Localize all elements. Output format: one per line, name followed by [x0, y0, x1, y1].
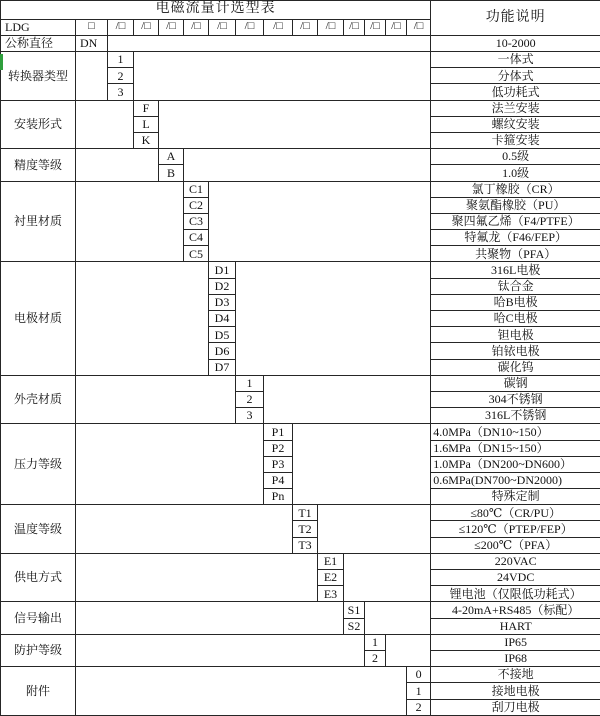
- empty-span-left: [76, 149, 159, 181]
- option-code: B: [159, 165, 184, 181]
- section-label: 信号输出: [1, 602, 76, 634]
- empty-span-left: [76, 100, 134, 149]
- section-row: [1, 52, 600, 68]
- option-code: S2: [344, 618, 365, 634]
- option-desc: HART: [431, 618, 600, 634]
- section-row: [1, 505, 600, 521]
- option-code: C3: [184, 213, 209, 229]
- model-slot-13: /□: [407, 19, 431, 35]
- option-code: D4: [209, 311, 236, 327]
- option-desc: 碳化钨: [431, 359, 600, 375]
- model-slot-8: /□: [293, 19, 318, 35]
- option-desc: 铂铱电极: [431, 343, 600, 359]
- title-row: [1, 1, 600, 20]
- option-desc: 碳钢: [431, 375, 600, 391]
- model-base-box: □: [76, 19, 108, 35]
- option-desc: 接地电极: [431, 683, 600, 699]
- option-desc: 0.5级: [431, 149, 600, 165]
- option-desc: 316L不锈钢: [431, 408, 600, 424]
- empty-span-right: [159, 100, 431, 149]
- option-desc: 哈B电极: [431, 294, 600, 310]
- left-border-green-artifact: [0, 54, 3, 70]
- model-slot-6: /□: [236, 19, 264, 35]
- section-label: 精度等级: [1, 149, 76, 181]
- option-desc: 刮刀电极: [431, 699, 600, 715]
- option-code: D3: [209, 294, 236, 310]
- empty-span-left: [76, 553, 318, 602]
- empty-span-right: [134, 52, 431, 101]
- empty-span-right: [318, 505, 431, 554]
- section-label: 衬里材质: [1, 181, 76, 262]
- empty-span-right: [293, 424, 431, 505]
- model-prefix: LDG: [1, 19, 76, 35]
- section-row: [1, 100, 600, 116]
- model-slot-11: /□: [365, 19, 386, 35]
- empty-span-left: [76, 181, 184, 262]
- model-slot-10: /□: [344, 19, 365, 35]
- model-slot-2: /□: [134, 19, 159, 35]
- section-label: 外壳材质: [1, 375, 76, 424]
- option-code: Pn: [264, 489, 293, 505]
- option-code: D5: [209, 327, 236, 343]
- function-column-header: 功能说明: [431, 1, 600, 36]
- option-desc: 聚四氟乙烯（F4/PTFE）: [431, 213, 600, 229]
- option-desc: 4-20mA+RS485（标配）: [431, 602, 600, 618]
- empty-span-left: [76, 667, 407, 716]
- section-label: 安装形式: [1, 100, 76, 149]
- option-code: 1: [236, 375, 264, 391]
- option-code: P2: [264, 440, 293, 456]
- option-code: C4: [184, 230, 209, 246]
- empty-span-right: [386, 634, 431, 666]
- model-slot-1: /□: [108, 19, 134, 35]
- empty-span-right: [365, 602, 431, 634]
- option-code: E2: [318, 570, 344, 586]
- option-code: 2: [407, 699, 431, 715]
- option-code: E1: [318, 553, 344, 569]
- option-desc: 氯丁橡胶（CR）: [431, 181, 600, 197]
- option-desc: 不接地: [431, 667, 600, 683]
- section-row: [1, 375, 600, 391]
- option-desc: ≤120℃（PTEP/FEP）: [431, 521, 600, 537]
- option-desc: 304不锈钢: [431, 391, 600, 407]
- section-label: 转换器类型: [1, 52, 76, 101]
- option-desc: IP68: [431, 650, 600, 666]
- diameter-row: [1, 35, 600, 51]
- empty-span-right: [184, 149, 431, 181]
- section-row: [1, 602, 600, 618]
- empty-span-left: [76, 602, 344, 634]
- section-label-diameter: 公称直径: [1, 35, 76, 51]
- option-code: 2: [365, 650, 386, 666]
- model-slot-4: /□: [184, 19, 209, 35]
- page-title: 电磁流量计选型表: [1, 1, 431, 20]
- option-code: 1: [365, 634, 386, 650]
- model-slot-3: /□: [159, 19, 184, 35]
- option-desc: 220VAC: [431, 553, 600, 569]
- option-code: T3: [293, 537, 318, 553]
- section-label: 供电方式: [1, 553, 76, 602]
- option-desc: 哈C电极: [431, 311, 600, 327]
- option-desc: 低功耗式: [431, 84, 600, 100]
- option-code: F: [134, 100, 159, 116]
- empty-span-right: [264, 375, 431, 424]
- empty-span-right: [236, 262, 431, 375]
- option-desc: 共聚物（PFA）: [431, 246, 600, 262]
- model-slot-5: /□: [209, 19, 236, 35]
- option-code: P4: [264, 472, 293, 488]
- option-code: T2: [293, 521, 318, 537]
- empty-span: [108, 35, 431, 51]
- empty-span-left: [76, 262, 209, 375]
- section-row: [1, 149, 600, 165]
- section-label: 防护等级: [1, 634, 76, 666]
- option-desc: 法兰安装: [431, 100, 600, 116]
- model-slot-12: /□: [386, 19, 407, 35]
- section-row: [1, 634, 600, 650]
- option-desc: 24VDC: [431, 570, 600, 586]
- section-row: [1, 667, 600, 683]
- option-desc: 一体式: [431, 52, 600, 68]
- empty-span-left: [76, 52, 108, 101]
- option-desc: 4.0MPa（DN10~150）: [431, 424, 600, 440]
- diameter-desc: 10-2000: [431, 35, 600, 51]
- option-desc: 1.6MPa（DN15~150）: [431, 440, 600, 456]
- empty-span-left: [76, 634, 365, 666]
- section-label: 压力等级: [1, 424, 76, 505]
- option-code: 3: [236, 408, 264, 424]
- empty-span-left: [76, 505, 293, 554]
- option-code: D6: [209, 343, 236, 359]
- option-code: P1: [264, 424, 293, 440]
- option-desc: 钽电极: [431, 327, 600, 343]
- section-label: 附件: [1, 667, 76, 716]
- selection-table-body: [1, 1, 600, 716]
- option-desc: 螺纹安装: [431, 116, 600, 132]
- option-desc: 316L电极: [431, 262, 600, 278]
- option-code: C5: [184, 246, 209, 262]
- option-code: 1: [407, 683, 431, 699]
- option-code: L: [134, 116, 159, 132]
- model-slot-7: /□: [264, 19, 293, 35]
- option-code: 3: [108, 84, 134, 100]
- option-desc: 0.6MPa(DN700~DN2000): [431, 472, 600, 488]
- option-code: 2: [236, 391, 264, 407]
- option-desc: ≤200℃（PFA）: [431, 537, 600, 553]
- empty-span-left: [76, 375, 236, 424]
- section-label: 电极材质: [1, 262, 76, 375]
- option-desc: 聚氨酯橡胶（PU）: [431, 197, 600, 213]
- option-code: E3: [318, 586, 344, 602]
- option-code: C1: [184, 181, 209, 197]
- empty-span-right: [209, 181, 431, 262]
- option-desc: 钛合金: [431, 278, 600, 294]
- option-code: S1: [344, 602, 365, 618]
- option-desc: 卡箍安装: [431, 132, 600, 148]
- option-code: A: [159, 149, 184, 165]
- option-desc: 特殊定制: [431, 489, 600, 505]
- section-row: [1, 424, 600, 440]
- section-label: 温度等级: [1, 505, 76, 554]
- option-code: D2: [209, 278, 236, 294]
- option-desc: IP65: [431, 634, 600, 650]
- option-code: 2: [108, 68, 134, 84]
- option-code: 0: [407, 667, 431, 683]
- option-code: 1: [108, 52, 134, 68]
- option-desc: 锂电池（仅限低功耗式）: [431, 586, 600, 602]
- option-code: K: [134, 132, 159, 148]
- option-desc: 特氟龙（F46/FEP）: [431, 230, 600, 246]
- section-row: [1, 262, 600, 278]
- option-code: P3: [264, 456, 293, 472]
- option-code: D7: [209, 359, 236, 375]
- option-desc: 分体式: [431, 68, 600, 84]
- diameter-code: DN: [76, 35, 108, 51]
- option-desc: 1.0MPa（DN200~DN600）: [431, 456, 600, 472]
- option-code: C2: [184, 197, 209, 213]
- option-desc: ≤80℃（CR/PU）: [431, 505, 600, 521]
- empty-span-right: [344, 553, 431, 602]
- model-slot-9: /□: [318, 19, 344, 35]
- option-code: T1: [293, 505, 318, 521]
- empty-span-left: [76, 424, 264, 505]
- option-code: D1: [209, 262, 236, 278]
- option-desc: 1.0级: [431, 165, 600, 181]
- section-row: [1, 553, 600, 569]
- section-row: [1, 181, 600, 197]
